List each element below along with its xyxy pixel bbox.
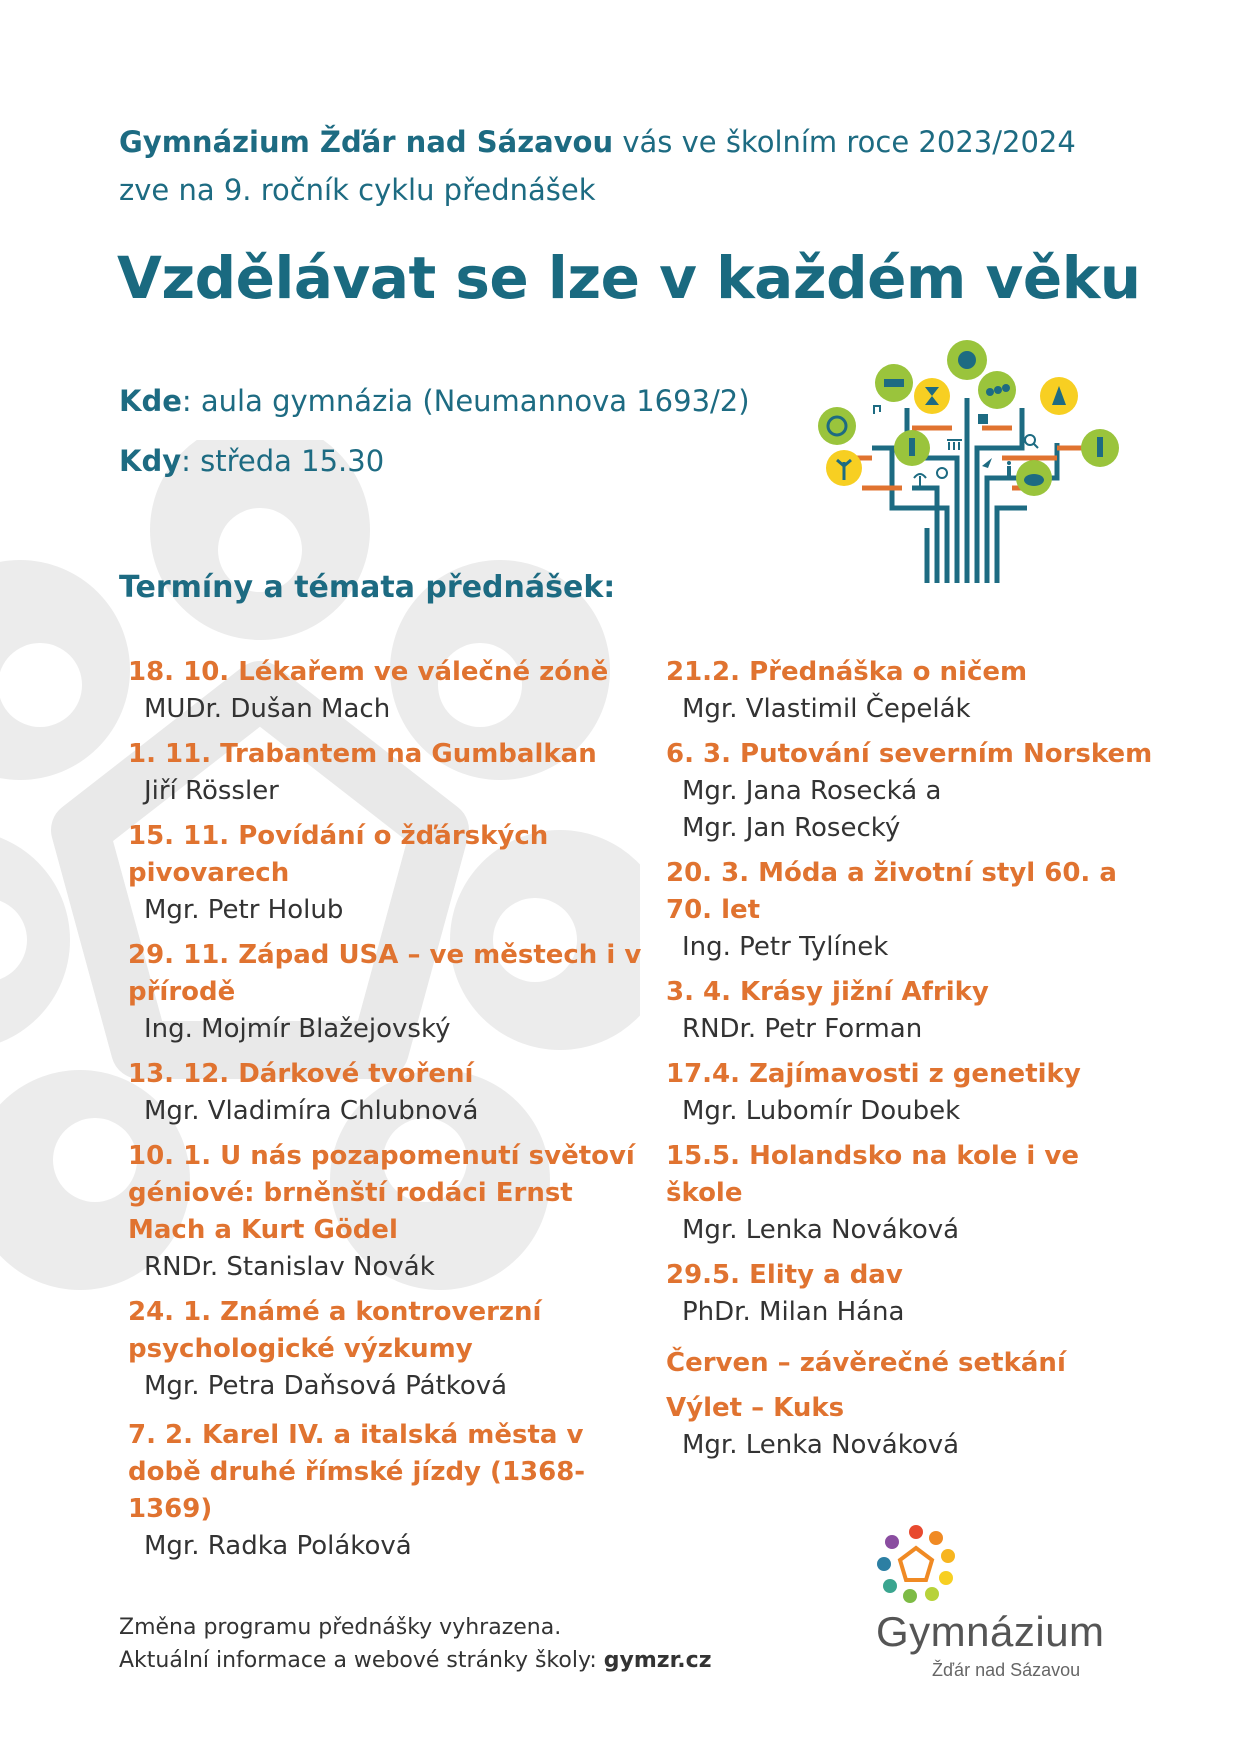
lecture-item	[666, 1138, 1156, 1249]
lecture-item	[128, 1417, 658, 1565]
hourglass-icon	[914, 378, 950, 414]
person-icon	[1007, 461, 1011, 476]
intro-text	[119, 118, 1139, 214]
time-value: : středa 15.30	[181, 444, 385, 478]
lecture-title: 29. 11. Západ USA – ve městech i v přírodě	[128, 940, 642, 1007]
lecture-title: 18. 10. Lékařem ve válečné zóně	[128, 657, 609, 687]
lecture-list-left	[128, 654, 658, 1573]
plant-icon	[826, 450, 862, 486]
lecture-item	[128, 937, 658, 1048]
lecture-title: 15.5. Holandsko na kole i ve škole	[666, 1141, 1079, 1208]
lecture-speaker: Mgr. Petra Daňsová Pátková	[144, 1371, 508, 1401]
lecture-title: Červen – závěrečné setkání	[666, 1348, 1066, 1378]
intro-line-1	[119, 118, 1139, 166]
time-label: Kdy	[119, 444, 182, 478]
lecture-item	[666, 1056, 1156, 1130]
globe-icon	[937, 468, 947, 478]
lecture-speaker: Jiří Rössler	[144, 776, 279, 806]
lecture-item	[128, 1138, 658, 1286]
logo-subtitle: Žďár nad Sázavou	[932, 1660, 1081, 1680]
lecture-speaker: RNDr. Petr Forman	[682, 1014, 923, 1044]
page-title: Vzdělávat se lze v každém věku	[117, 244, 1141, 312]
lecture-item	[128, 654, 658, 728]
lecture-title: 21.2. Přednáška o ničem	[666, 657, 1028, 687]
time-info	[119, 444, 384, 478]
backpacker-icon	[1081, 429, 1119, 467]
lecture-speaker: Ing. Mojmír Blažejovský	[144, 1014, 451, 1044]
lecture-item	[666, 974, 1156, 1048]
lecture-title: 7. 2. Karel IV. a italská města v době druhé římské jízdy (1368-1369)	[128, 1420, 586, 1524]
bed-icon	[875, 364, 913, 402]
school-name: Gymnázium Žďár nad Sázavou	[119, 125, 614, 159]
school-logo	[876, 1524, 1116, 1680]
lecture-item	[666, 736, 1156, 847]
trip-item	[666, 1390, 1156, 1464]
lecture-speaker: Mgr. Radka Poláková	[144, 1531, 412, 1561]
caterpillar-icon	[978, 371, 1016, 409]
footer-note	[119, 1611, 712, 1677]
lecture-list-right	[666, 654, 1156, 1472]
intro-text-1: vás ve školním roce 2023/2024	[613, 125, 1076, 159]
lecture-title: 15. 11. Povídání o žďárských pivovarech	[128, 821, 549, 888]
lecture-item	[128, 1056, 658, 1130]
airplane-icon	[982, 458, 992, 468]
puzzle-icon	[978, 414, 988, 424]
footer-info-text: Aktuální informace a webové stránky školy:	[119, 1648, 604, 1673]
lecture-speaker: RNDr. Stanislav Novák	[144, 1252, 435, 1282]
knowledge-tree-illustration	[812, 338, 1122, 588]
lecture-title: 10. 1. U nás pozapomenutí světoví géniové: brněnští rodáci Ernst Mach a Kurt Gödel	[128, 1141, 635, 1245]
lecture-title: 13. 12. Dárkové tvoření	[128, 1059, 474, 1089]
lecture-item	[666, 654, 1156, 728]
museum-icon	[947, 440, 962, 450]
lecture-item	[128, 736, 658, 810]
recycle-icon	[818, 407, 856, 445]
lecture-speaker: Ing. Petr Tylínek	[682, 932, 889, 962]
forest-icon	[1040, 377, 1078, 415]
lecture-speaker: Mgr. Lenka Nováková	[682, 1215, 960, 1245]
intro-line-2: zve na 9. ročník cyklu přednášek	[119, 173, 596, 207]
logo-flower-icon	[876, 1524, 956, 1604]
closing-meeting	[666, 1345, 1156, 1382]
website-link[interactable]: gymzr.cz	[603, 1648, 712, 1673]
location-value: : aula gymnázia (Neumannova 1693/2)	[181, 384, 750, 418]
lecture-title: 1. 11. Trabantem na Gumbalkan	[128, 739, 597, 769]
section-heading: Termíny a témata přednášek:	[119, 570, 616, 605]
lecture-title: Výlet – Kuks	[666, 1393, 845, 1423]
lecture-item	[666, 855, 1156, 966]
hiker-icon	[894, 430, 930, 466]
magnifier-icon	[1025, 435, 1038, 448]
lecture-title: 24. 1. Známé a kontroverzní psychologické výzkumy	[128, 1297, 542, 1364]
lecture-item	[666, 1257, 1156, 1331]
brain-icon	[947, 340, 987, 380]
dinosaur-icon	[1016, 460, 1052, 496]
lecture-speaker: Mgr. Lenka Nováková	[682, 1430, 960, 1460]
music-icon	[874, 406, 880, 414]
footer-line-1: Změna programu přednášky vyhrazena.	[119, 1615, 562, 1640]
lecture-speaker: Mgr. Vlastimil Čepelák	[682, 694, 971, 724]
lecture-speaker: Mgr. Vladimíra Chlubnová	[144, 1096, 479, 1126]
lecture-title: 20. 3. Móda a životní styl 60. a 70. let	[666, 858, 1117, 925]
location-info	[119, 384, 750, 418]
lecture-title: 29.5. Elity a dav	[666, 1260, 903, 1290]
lecture-speaker: Mgr. Lubomír Doubek	[682, 1096, 961, 1126]
lecture-speaker: Mgr. Jan Rosecký	[682, 813, 901, 843]
lecture-speaker: PhDr. Milan Hána	[682, 1297, 905, 1327]
logo-name: Gymnázium	[876, 1608, 1105, 1655]
lecture-title: 17.4. Zajímavosti z genetiky	[666, 1059, 1081, 1089]
lecture-title: 6. 3. Putování severním Norskem	[666, 739, 1153, 769]
lecture-speaker: Mgr. Petr Holub	[144, 895, 344, 925]
lecture-speaker: MUDr. Dušan Mach	[144, 694, 391, 724]
location-label: Kde	[119, 384, 182, 418]
lecture-speaker: Mgr. Jana Rosecká a	[682, 776, 942, 806]
lecture-title: 3. 4. Krásy jižní Afriky	[666, 977, 989, 1007]
footer-line-2	[119, 1644, 712, 1677]
lecture-item	[128, 1294, 658, 1405]
lecture-item	[128, 818, 658, 929]
